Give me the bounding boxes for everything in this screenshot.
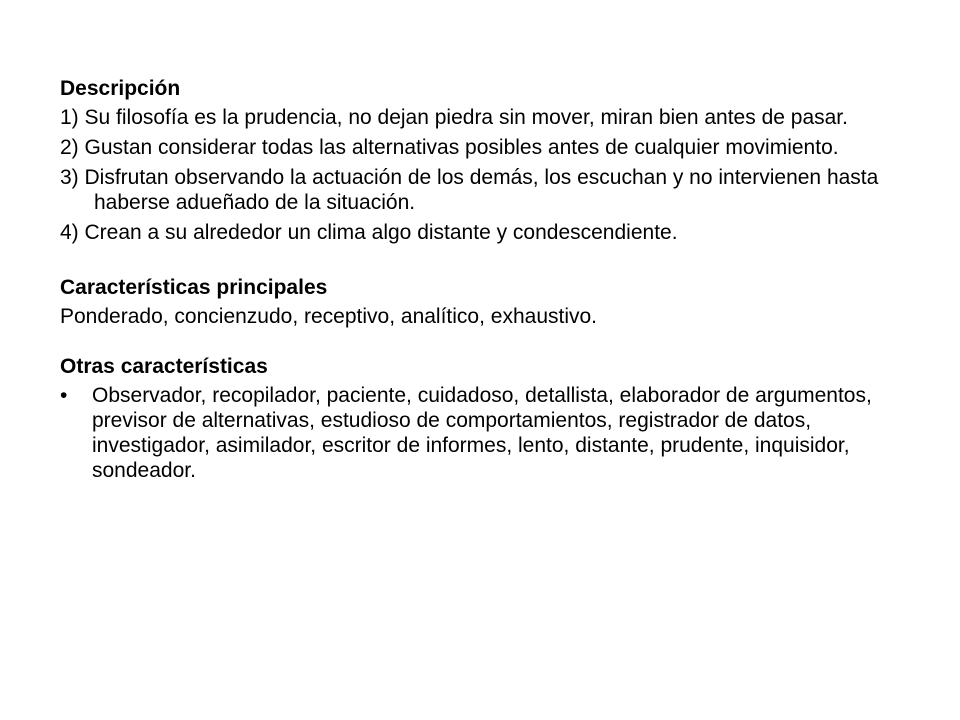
otras-item-1 bbox=[60, 383, 930, 483]
principales-text: Ponderado, concienzudo, receptivo, analítico, exhaustivo. bbox=[60, 305, 598, 328]
descripcion-item-4: 4) Crean a su alrededor un clima algo distante y condescendiente. bbox=[60, 221, 678, 244]
descripcion-list bbox=[60, 105, 930, 245]
slide-content bbox=[60, 76, 930, 483]
section-spacer bbox=[60, 329, 930, 354]
descripcion-item-3: 3) Disfrutan observando la actuación de los demás, los escuchan y no intervienen hasta haberse adueñado de la situación. bbox=[60, 166, 879, 214]
descripcion-heading: Descripción bbox=[60, 77, 181, 100]
bullet-icon: • bbox=[60, 384, 68, 407]
otras-list bbox=[60, 383, 930, 483]
descripcion-item-2: 2) Gustan considerar todas las alternativas posibles antes de cualquier movimiento. bbox=[60, 136, 839, 159]
descripcion-item-1: 1) Su filosofía es la prudencia, no dejan piedra sin mover, miran bien antes de pasar. bbox=[60, 106, 848, 129]
section-spacer bbox=[60, 250, 930, 275]
principales-heading: Características principales bbox=[60, 276, 328, 299]
otras-heading: Otras características bbox=[60, 355, 268, 378]
otras-item-text: Observador, recopilador, paciente, cuidadoso, detallista, elaborador de argumentos, previsor de alternativas, estudioso de comportamientos, registrador de datos, investigador, asimilador, escritor de informes, lento, distante, prudente, inquisidor, sondeador. bbox=[92, 384, 872, 482]
